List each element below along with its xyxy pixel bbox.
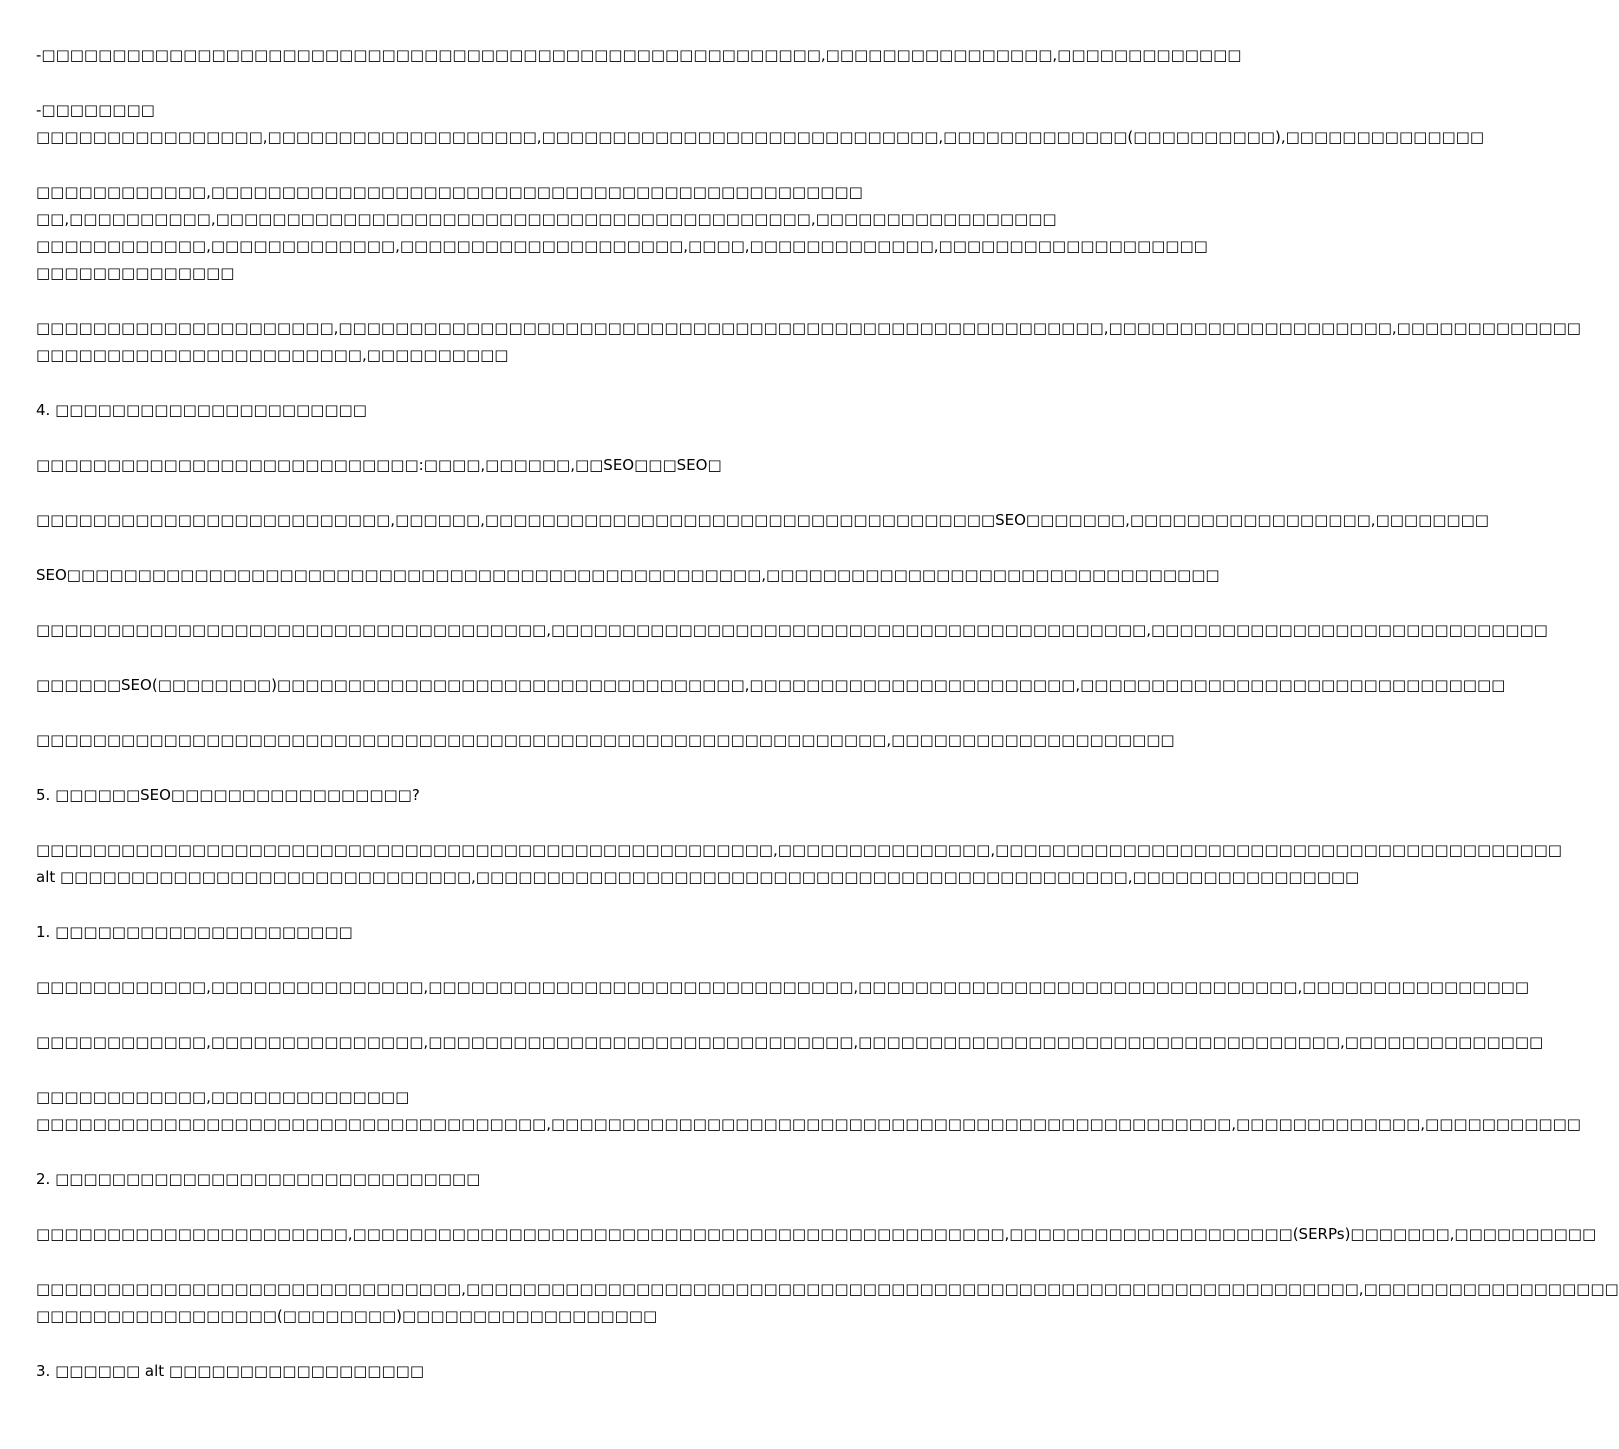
paragraph: -□□□□□□□□ □□□□□□□□□□□□□□□□,□□□□□□□□□□□□□□□□□□□,□□□□□□□□□□□□□□□□□□□□□□□□□□□□,□□□□□□□□□□□□□(□□□□□□□□□□),□□□□□□□□□□□□□□ xyxy=(36,101,1485,146)
paragraph: □□□□□□□□□□□□□□□□□□□□□□□□□□□□□□□□□□□□,□□□□□□□□□□□□□□□□□□□□□□□□□□□□□□□□□□□□□□□□□□,□□□□□□□□□□□□□□□□□□□□□□□□□□□□ xyxy=(36,621,1548,639)
section-heading: 1. □□□□□□□□□□□□□□□□□□□□□ xyxy=(36,923,353,941)
paragraph: □□□□□□SEO(□□□□□□□□)□□□□□□□□□□□□□□□□□□□□□□□□□□□□□□□□□,□□□□□□□□□□□□□□□□□□□□□□□,□□□□□□□□□□□□□□□□□□□□□□□□□□□□□□ xyxy=(36,676,1506,694)
paragraph: -□□□□□□□□□□□□□□□□□□□□□□□□□□□□□□□□□□□□□□□□□□□□□□□□□□□□□□□,□□□□□□□□□□□□□□□□,□□□□□□□□□□□□□ xyxy=(36,46,1242,64)
paragraph: □□□□□□□□□□□□,□□□□□□□□□□□□□□□,□□□□□□□□□□□□□□□□□□□□□□□□□□□□□□,□□□□□□□□□□□□□□□□□□□□□□□□□□□□□□□□□□,□□□□□□□□□□□□□□ xyxy=(36,1033,1544,1051)
paragraph: □□□□□□□□□□□□□□□□□□□□□□□□□,□□□□□□,□□□□□□□□□□□□□□□□□□□□□□□□□□□□□□□□□□□□SEO□□□□□□□,□□□□□□□□□□□□□□□□□,□□□□□□□□ xyxy=(36,511,1489,529)
section-heading: 4. □□□□□□□□□□□□□□□□□□□□□□ xyxy=(36,401,367,419)
paragraph: □□□□□□□□□□□□□□□□□□□□□□□□□□□□□□,□□□□□□□□□□□□□□□□□□□□□□□□□□□□□□□□□□□□□□□□□□□□□□□□□□□□□□□□□□□□□□□,□□□□□□□□□□□□□□□□□□ □□□□□□□□□□□□□□□□□(□□□□□□□□)□□□□□□□□□□□□□□□□□□ xyxy=(36,1280,1619,1325)
section-heading: 3. □□□□□□ alt □□□□□□□□□□□□□□□□□□ xyxy=(36,1362,424,1380)
section-heading: 5. □□□□□□SEO□□□□□□□□□□□□□□□□□? xyxy=(36,786,420,804)
paragraph: □□□□□□□□□□□□□□□□□□□□□□□□□□□:□□□□,□□□□□□,□□SEO□□□SEO□ xyxy=(36,456,722,474)
paragraph: □□□□□□□□□□□□,□□□□□□□□□□□□□□□□□□□□□□□□□□□□□□□□□□□□□□□□□□□□□□ □□,□□□□□□□□□□,□□□□□□□□□□□□□□□□□□□□□□□□□□□□□□□□□□□□□□□□□□,□□□□□□□□□□□□□□□□□ □□□□□□□□□□□□,□□□□□□□□□□□□□,□□□□□□□□□□□□□□□□□□□□,□□□□,□□□□□□□□□□□□□,□□□□□□□□□□□□□□□□□□□ □□□□□□□□□□□□□□ xyxy=(36,183,1208,282)
section-heading: 2. □□□□□□□□□□□□□□□□□□□□□□□□□□□□□□ xyxy=(36,1170,481,1188)
paragraph: □□□□□□□□□□□□,□□□□□□□□□□□□□□ □□□□□□□□□□□□□□□□□□□□□□□□□□□□□□□□□□□□,□□□□□□□□□□□□□□□□□□□□□□□□□□□□□□□□□□□□□□□□□□□□□□□□,□□□□□□□□□□□□□,□□□□□□□□□□□ xyxy=(36,1088,1581,1133)
paragraph: □□□□□□□□□□□□□□□□□□□□□□□□□□□□□□□□□□□□□□□□□□□□□□□□□□□□,□□□□□□□□□□□□□□□,□□□□□□□□□□□□□□□□□□□□□□□□□□□□□□□□□□□□□□□□ alt □□□□□□□□□□□□□□□□□□□□□□□□□□□□□,□□□□□□□□□□□□□□□□□□□□□□□□□□□□□□□□□□□□□□□□□□□□□□,□□□□□□□□□□□□□□□□ xyxy=(36,841,1562,886)
paragraph: SEO□□□□□□□□□□□□□□□□□□□□□□□□□□□□□□□□□□□□□□□□□□□□□□□□□,□□□□□□□□□□□□□□□□□□□□□□□□□□□□□□□□ xyxy=(36,566,1220,584)
paragraph: □□□□□□□□□□□□□□□□□□□□□□□□□□□□□□□□□□□□□□□□□□□□□□□□□□□□□□□□□□□□,□□□□□□□□□□□□□□□□□□□□ xyxy=(36,731,1175,749)
paragraph: □□□□□□□□□□□□□□□□□□□□□□,□□□□□□□□□□□□□□□□□□□□□□□□□□□□□□□□□□□□□□□□□□□□□□,□□□□□□□□□□□□□□□□□□□□(SERPs)□□□□□□□,□□□□□□□□□□ xyxy=(36,1225,1597,1243)
paragraph: □□□□□□□□□□□□,□□□□□□□□□□□□□□□,□□□□□□□□□□□□□□□□□□□□□□□□□□□□□□,□□□□□□□□□□□□□□□□□□□□□□□□□□□□□□□,□□□□□□□□□□□□□□□□ xyxy=(36,978,1529,996)
document-body xyxy=(36,42,1619,1413)
paragraph: □□□□□□□□□□□□□□□□□□□□□,□□□□□□□□□□□□□□□□□□□□□□□□□□□□□□□□□□□□□□□□□□□□□□□□□□□□□□,□□□□□□□□□□□□□□□□□□□□,□□□□□□□□□□□□□ □□□□□□□□□□□□□□□□□□□□□□□,□□□□□□□□□□ xyxy=(36,319,1581,364)
